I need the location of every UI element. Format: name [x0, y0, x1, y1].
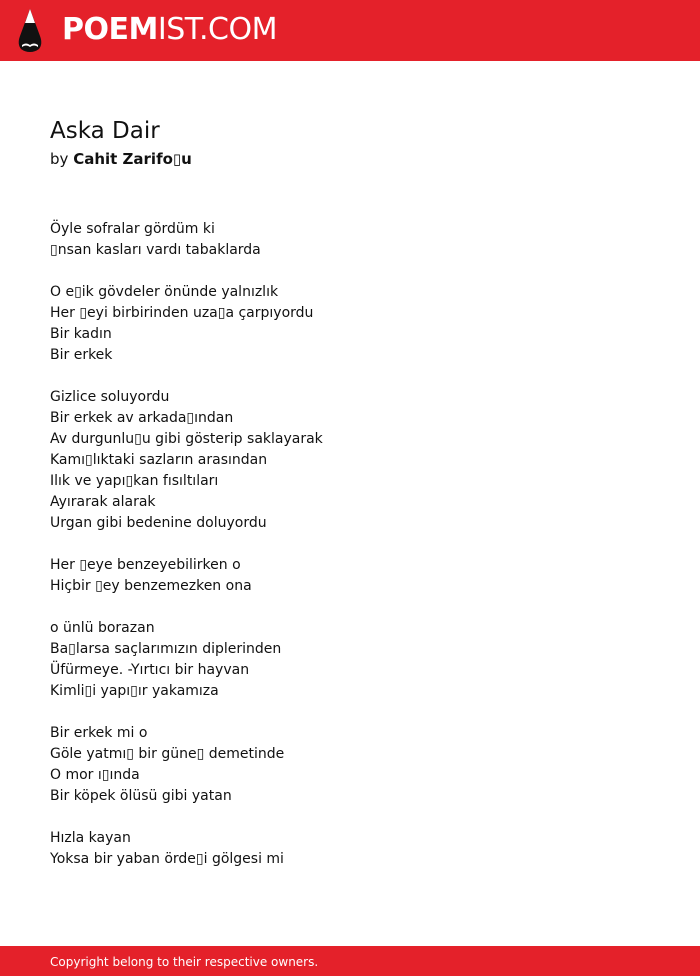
- poem-line: o ünlü borazan: [50, 620, 155, 636]
- poem-line: Her ▯eye benzeyebilirken o: [50, 557, 241, 573]
- by-label: by: [50, 150, 69, 168]
- poem-stanza: [50, 723, 323, 807]
- logo-text-light: IST.COM: [157, 12, 277, 47]
- site-footer: [0, 946, 700, 976]
- poem-title: Aska Dair: [50, 118, 160, 144]
- poem-stanza: [50, 555, 323, 597]
- poem-line: Bir erkek av arkada▯ından: [50, 410, 234, 426]
- poem-stanza: [50, 282, 323, 366]
- poem-line: Bir erkek: [50, 347, 113, 363]
- poem-line: Bir köpek ölüsü gibi yatan: [50, 788, 232, 804]
- poem-line: Yoksa bir yaban örde▯i gölgesi mi: [50, 851, 284, 867]
- site-logo[interactable]: [62, 10, 277, 50]
- poem-line: Ilık ve yapı▯kan fısıltıları: [50, 473, 219, 489]
- poem-line: Göle yatmı▯ bir güne▯ demetinde: [50, 746, 285, 762]
- poem-line: O mor ı▯ında: [50, 767, 140, 783]
- poem-line: Bir kadın: [50, 326, 112, 342]
- poem-line: Kamı▯lıktaki sazların arasından: [50, 452, 268, 468]
- poem-line: ▯nsan kasları vardı tabaklarda: [50, 242, 261, 258]
- poem-line: Ba▯larsa saçlarımızın diplerinden: [50, 641, 282, 657]
- poem-line: Hiçbir ▯ey benzemezken ona: [50, 578, 252, 594]
- poem-line: Bir erkek mi o: [50, 725, 148, 741]
- poem-line: Her ▯eyi birbirinden uza▯a çarpıyordu: [50, 305, 314, 321]
- poem-body: [50, 219, 323, 891]
- pencil-tip-icon[interactable]: [17, 9, 43, 52]
- poem-stanza: [50, 387, 323, 534]
- poem-line: O e▯ik gövdeler önünde yalnızlık: [50, 284, 279, 300]
- poem-line: Üfürmeye. -Yırtıcı bir hayvan: [50, 662, 250, 678]
- poem-byline: [50, 149, 192, 169]
- copyright-text: Copyright belong to their respective owners.: [50, 955, 319, 969]
- poem-author: Cahit Zarifo▯u: [73, 150, 192, 168]
- poem-stanza: [50, 219, 323, 261]
- poem-line: Hızla kayan: [50, 830, 131, 846]
- poem-line: Urgan gibi bedenine doluyordu: [50, 515, 267, 531]
- poem-line: Av durgunlu▯u gibi gösterip saklayarak: [50, 431, 323, 447]
- poem-line: Kimli▯i yapı▯ır yakamıza: [50, 683, 219, 699]
- logo-text-bold: POEM: [62, 12, 158, 47]
- poem-stanza: [50, 618, 323, 702]
- poem-stanza: [50, 828, 323, 870]
- poem-line: Ayırarak alarak: [50, 494, 156, 510]
- site-header: [0, 0, 700, 61]
- poem-line: Öyle sofralar gördüm ki: [50, 221, 215, 237]
- poem-line: Gizlice soluyordu: [50, 389, 170, 405]
